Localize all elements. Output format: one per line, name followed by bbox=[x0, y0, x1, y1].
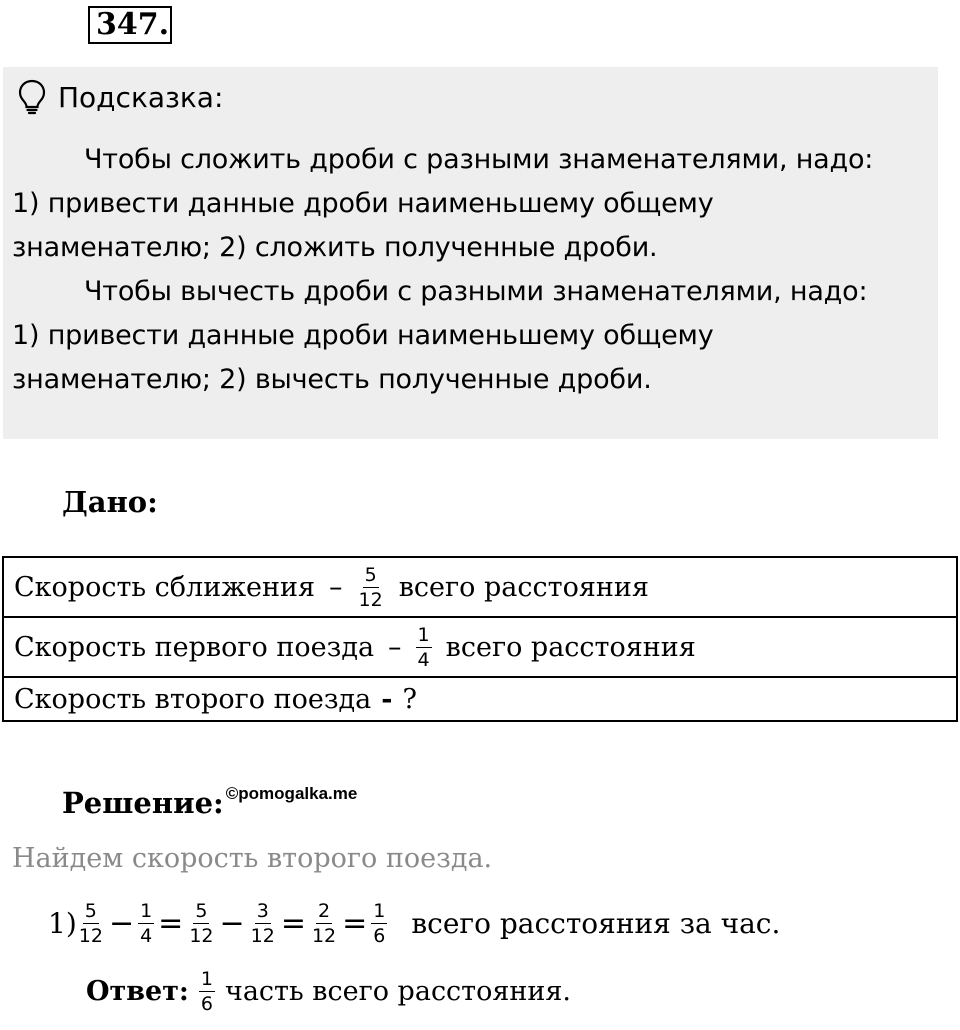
hint-add-intro: Чтобы сложить дроби с разными знаменателями, надо: bbox=[84, 144, 874, 175]
hint-sub-intro: Чтобы вычесть дроби с разными знаменателями, надо: bbox=[84, 276, 868, 307]
hint-title: Подсказка: bbox=[58, 80, 224, 114]
given-suffix: всего расстояния bbox=[445, 631, 696, 663]
given-row bbox=[3, 677, 957, 721]
given-dash: - bbox=[381, 683, 393, 715]
given-cell bbox=[3, 557, 957, 617]
answer-fraction bbox=[199, 968, 215, 1015]
answer-text: часть всего расстояния. bbox=[224, 976, 572, 1007]
given-cell bbox=[3, 617, 957, 677]
fraction-denominator: 4 bbox=[140, 925, 153, 947]
fraction-denominator: 12 bbox=[189, 925, 214, 947]
fraction-denominator: 12 bbox=[311, 925, 337, 947]
answer-line bbox=[86, 968, 571, 1015]
given-suffix: ? bbox=[402, 683, 417, 715]
given-label: Скорость второго поезда bbox=[14, 683, 372, 715]
hint-text bbox=[12, 138, 932, 402]
fraction-denominator: 12 bbox=[358, 588, 383, 611]
solution-heading: Решение: bbox=[62, 786, 224, 820]
given-dash: – bbox=[329, 571, 343, 603]
hint-sub-step1: 1) привести данные дроби наименьшему общему bbox=[12, 320, 714, 351]
problem-number: 347. bbox=[88, 6, 172, 44]
fraction-numerator: 5 bbox=[84, 900, 97, 922]
fraction-numerator: 2 bbox=[318, 900, 331, 922]
given-label: Скорость сближения bbox=[14, 571, 316, 603]
answer-label: Ответ: bbox=[86, 976, 189, 1007]
solution-equation bbox=[48, 900, 780, 947]
minus-sign: − bbox=[108, 906, 135, 941]
fraction-denominator: 6 bbox=[373, 925, 386, 947]
fraction-numerator: 1 bbox=[373, 900, 386, 922]
equation-fraction bbox=[310, 900, 338, 947]
equation-fraction bbox=[249, 900, 277, 947]
equals-sign: = bbox=[158, 906, 184, 941]
given-row bbox=[3, 617, 957, 677]
given-row bbox=[3, 557, 957, 617]
step-label: 1) bbox=[48, 907, 77, 940]
hint-header bbox=[18, 75, 223, 119]
given-suffix: всего расстояния bbox=[398, 571, 649, 603]
given-table bbox=[2, 556, 958, 722]
given-heading: Дано: bbox=[62, 485, 158, 519]
given-fraction bbox=[416, 624, 432, 671]
equation-fraction bbox=[138, 900, 154, 947]
fraction-denominator: 12 bbox=[78, 925, 103, 947]
fraction-numerator: 5 bbox=[195, 900, 208, 922]
hint-sub-step2: знаменателю; 2) вычесть полученные дроби. bbox=[12, 364, 652, 395]
watermark: ©pomogalka.me bbox=[225, 784, 358, 803]
fraction-denominator: 4 bbox=[417, 648, 430, 671]
lightbulb-icon bbox=[18, 79, 46, 115]
fraction-denominator: 12 bbox=[250, 925, 275, 947]
equation-fraction bbox=[77, 900, 105, 947]
solution-intro: Найдем скорость второго поезда. bbox=[12, 843, 493, 874]
given-cell bbox=[3, 677, 957, 721]
fraction-numerator: 3 bbox=[256, 900, 269, 922]
equation-fraction bbox=[371, 900, 387, 947]
fraction-numerator: 5 bbox=[364, 563, 377, 586]
hint-add-step2: знаменателю; 2) сложить полученные дроби. bbox=[12, 232, 658, 263]
hint-add-step1: 1) привести данные дроби наименьшему общему bbox=[12, 188, 714, 219]
fraction-numerator: 1 bbox=[200, 968, 213, 990]
minus-sign: − bbox=[219, 906, 245, 941]
fraction-denominator: 6 bbox=[200, 993, 213, 1015]
equation-fraction bbox=[187, 900, 215, 947]
given-label: Скорость первого поезда bbox=[14, 631, 375, 663]
fraction-numerator: 1 bbox=[140, 900, 153, 922]
equals-sign: = bbox=[280, 906, 306, 941]
given-fraction bbox=[357, 564, 385, 611]
step-suffix: всего расстояния за час. bbox=[411, 907, 781, 940]
fraction-numerator: 1 bbox=[417, 623, 430, 646]
given-dash: – bbox=[388, 631, 402, 663]
solution-header bbox=[62, 786, 357, 820]
equals-sign: = bbox=[342, 906, 368, 941]
